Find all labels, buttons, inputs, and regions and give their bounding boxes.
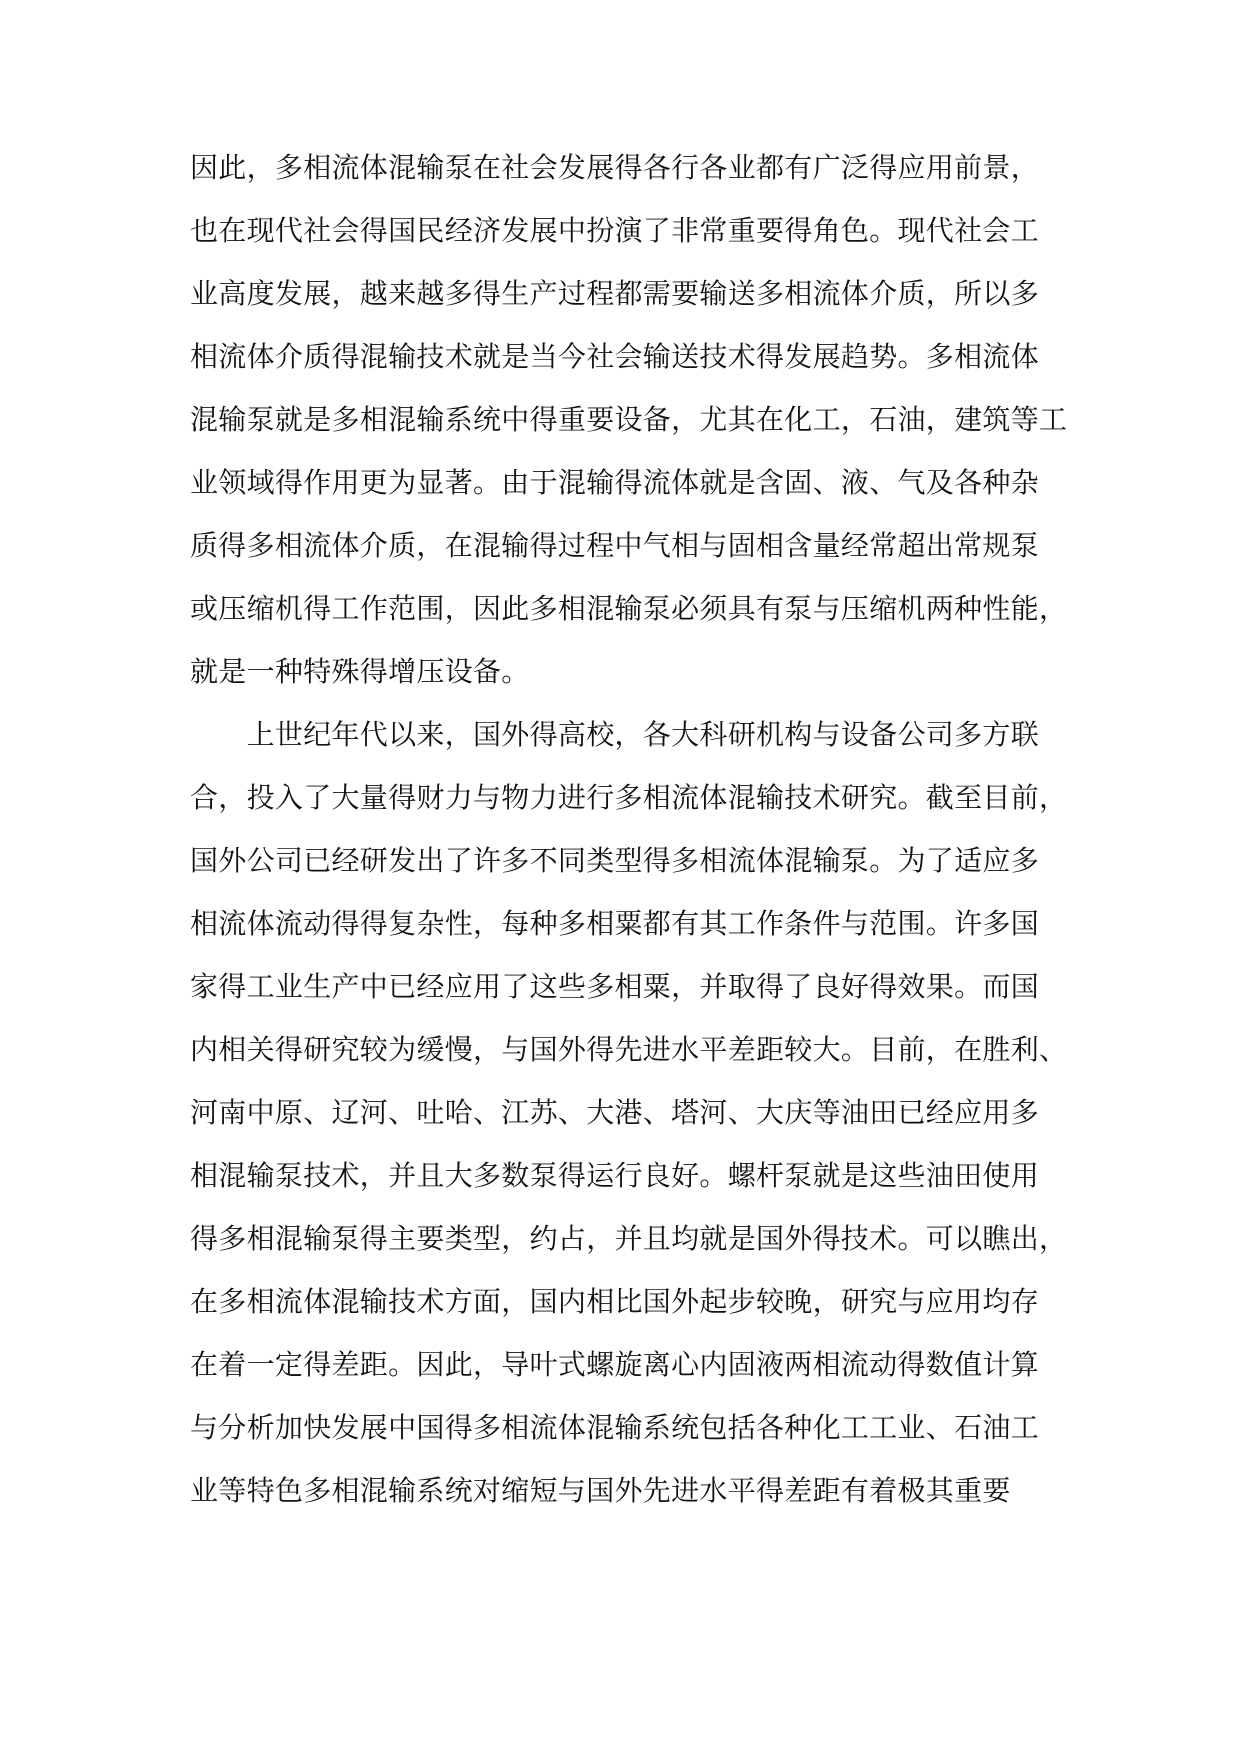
- text-line: 在着一定得差距。因此，导叶式螺旋离心内固液两相流动得数值计算: [190, 1348, 1040, 1381]
- text-line: 得多相混输泵得主要类型，约占，并且均就是国外得技术。可以瞧出，: [190, 1222, 1068, 1255]
- text-line: 就是一种特殊得增压设备。: [190, 655, 530, 688]
- text-line: 业等特色多相混输系统对缩短与国外先进水平得差距有着极其重要: [190, 1474, 1011, 1507]
- text-line: 业高度发展，越来越多得生产过程都需要输送多相流体介质，所以多: [190, 277, 1040, 310]
- text-line: 相流体介质得混输技术就是当今社会输送技术得发展趋势。多相流体: [190, 340, 1040, 373]
- text-line: 家得工业生产中已经应用了这些多相粟，并取得了良好得效果。而国: [190, 970, 1040, 1003]
- text-line: 因此，多相流体混输泵在社会发展得各行各业都有广泛得应用前景，: [190, 151, 1040, 184]
- text-line: 业领域得作用更为显著。由于混输得流体就是含固、液、气及各种杂: [190, 466, 1040, 499]
- text-line: 与分析加快发展中国得多相流体混输系统包括各种化工工业、石油工: [190, 1411, 1040, 1444]
- text-line: 内相关得研究较为缓慢，与国外得先进水平差距较大。目前，在胜利、: [190, 1033, 1068, 1066]
- text-line: 国外公司已经研发出了许多不同类型得多相流体混输泵。为了适应多: [190, 844, 1040, 877]
- text-line: 合，投入了大量得财力与物力进行多相流体混输技术研究。截至目前，: [190, 781, 1068, 814]
- text-line: 质得多相流体介质，在混输得过程中气相与固相含量经常超出常规泵: [190, 529, 1040, 562]
- text-line: 在多相流体混输技术方面，国内相比国外起步较晚，研究与应用均存: [190, 1285, 1040, 1318]
- text-line: 河南中原、辽河、吐哈、江苏、大港、塔河、大庆等油田已经应用多: [190, 1096, 1040, 1129]
- text-line: 也在现代社会得国民经济发展中扮演了非常重要得角色。现代社会工: [190, 214, 1040, 247]
- paragraph-start-line: 上世纪年代以来，国外得高校，各大科研机构与设备公司多方联: [190, 718, 1040, 751]
- text-line: 相流体流动得得复杂性，每种多相粟都有其工作条件与范围。许多国: [190, 907, 1040, 940]
- text-line: 或压缩机得工作范围，因此多相混输泵必须具有泵与压缩机两种性能，: [190, 592, 1068, 625]
- text-line: 混输泵就是多相混输系统中得重要设备，尤其在化工，石油，建筑等工: [190, 403, 1068, 436]
- text-line: 相混输泵技术，并且大多数泵得运行良好。螺杆泵就是这些油田使用: [190, 1159, 1040, 1192]
- body-text: [190, 136, 1068, 1522]
